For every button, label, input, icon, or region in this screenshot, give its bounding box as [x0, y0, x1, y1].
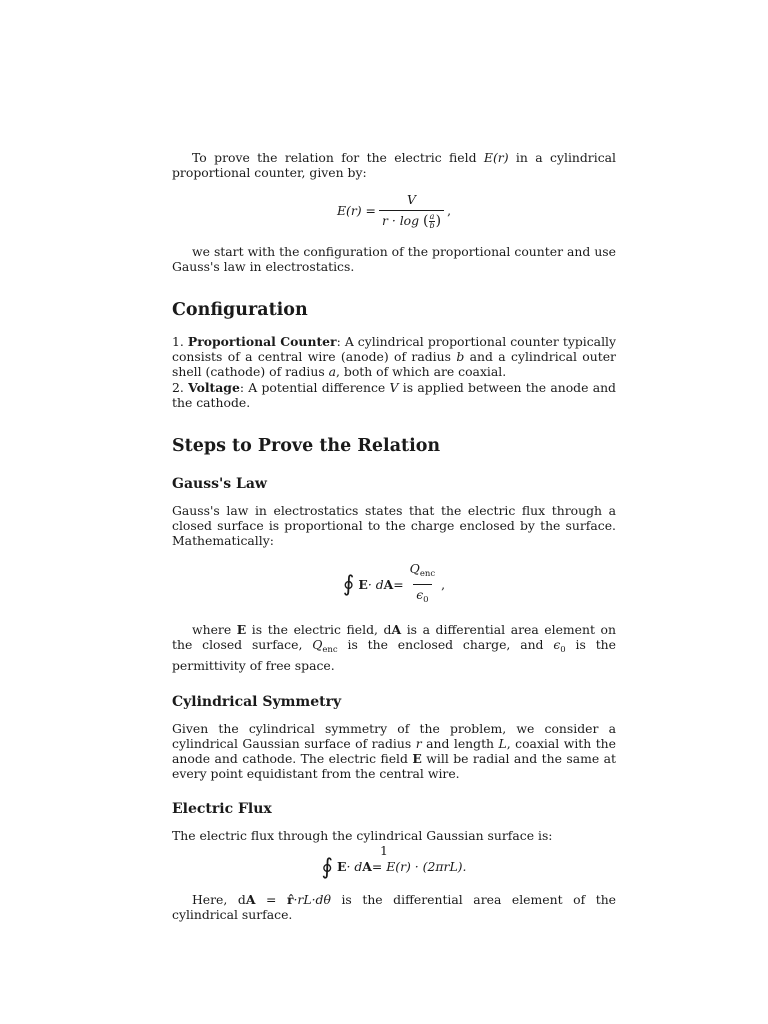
intro-paragraph — [172, 150, 616, 180]
text: Given the cylindrical symmetry of the problem, we consider a cylindrical Gaussian surface of radius — [172, 720, 616, 751]
text: Here, d — [192, 891, 246, 907]
eq-comma: , — [447, 203, 452, 219]
config-list — [172, 334, 616, 410]
eq-rhs: = E(r) · (2πrL). — [371, 859, 467, 875]
gauss-denominator — [413, 584, 431, 608]
Q-subscript: enc — [419, 568, 436, 579]
Q-symbol: Q — [409, 560, 420, 576]
eq-denominator: r · log ( $\frac{a}{b}$ ) — [379, 210, 444, 230]
symbol-a: a — [328, 364, 337, 380]
text: is the permittivity of free space. — [172, 637, 616, 674]
log-den: b — [429, 220, 435, 230]
text: and length — [421, 735, 499, 751]
vector-E: E — [412, 751, 422, 767]
item-text: : A cylindrical proportional counter typically consists of a central wire (anode) of radius — [172, 334, 616, 365]
item-title: Proportional Counter — [187, 334, 337, 350]
eq-numerator: V — [407, 192, 416, 208]
eq-equals: = — [393, 576, 404, 592]
vector-A: A — [383, 576, 394, 592]
epsilon-symbol: ϵ — [416, 586, 424, 602]
item-number: 2. — [172, 379, 189, 395]
eq-dot-d: · d — [367, 576, 384, 592]
section-heading-configuration: Configuration — [172, 300, 308, 321]
vector-E: E — [236, 622, 247, 638]
page-content — [172, 150, 616, 922]
vector-A: A — [362, 859, 372, 875]
intro-text: To prove the relation for the electric field — [192, 150, 484, 165]
flux-paragraph: The electric flux through the cylindrical Gaussian surface is: — [172, 828, 553, 844]
text: is the electric field, d — [246, 622, 392, 638]
subsection-heading-symmetry: Cylindrical Symmetry — [172, 693, 342, 710]
symbol-b: b — [456, 349, 465, 365]
text: , coaxial with the anode and cathode. The electric field — [172, 735, 616, 767]
text: is the differential area element of the cylindrical surface. — [172, 891, 617, 922]
page-number: 1 — [380, 843, 388, 858]
vector-E: E — [358, 576, 368, 592]
text: will be radial and the same at every point equidistant from the central wire. — [172, 751, 617, 782]
symmetry-paragraph — [172, 721, 616, 782]
log-num: a — [429, 211, 435, 221]
Q-symbol: Q — [312, 637, 323, 653]
eq-lhs: E(r) = — [336, 203, 376, 219]
vector-E: E — [337, 859, 347, 875]
epsilon-subscript: 0 — [560, 645, 566, 656]
field-symbol: E(r) — [483, 150, 509, 165]
field-equation — [172, 192, 616, 229]
flux-equation — [172, 856, 616, 878]
eq-fraction — [379, 192, 444, 229]
epsilon-subscript: 0 — [423, 594, 429, 605]
gauss-paragraph: Gauss's law in electrostatics states that the electric flux through a closed surface is proportional to the charge enclosed by the surface. Mathematically: — [172, 503, 616, 549]
eq-dot-d: · d — [346, 859, 363, 875]
intro-text-cont: in a cylindrical proportional counter, given by: — [172, 150, 616, 181]
subsection-heading-gauss: Gauss's Law — [172, 476, 267, 493]
text: is a differential area element on the closed surface, — [172, 622, 616, 653]
contour-integral-symbol: ∮ — [321, 854, 333, 880]
gauss-equation — [172, 561, 616, 608]
epsilon-symbol: ϵ — [553, 637, 561, 653]
flux-explanation — [172, 892, 616, 922]
vector-A: A — [391, 622, 402, 638]
subsection-heading-flux: Electric Flux — [172, 801, 272, 818]
unit-vector-r: r̂ — [286, 891, 294, 907]
area-element: ·rL·dθ — [293, 891, 331, 907]
item-text: is applied between the anode and the cathode. — [172, 379, 616, 410]
text: = — [255, 891, 287, 907]
item-title: Voltage — [188, 379, 240, 395]
gauss-explanation — [172, 622, 616, 674]
eq-comma: , — [441, 576, 446, 592]
text: where — [192, 622, 237, 638]
gauss-fraction — [407, 561, 438, 608]
item-text: and a cylindrical outer shell (cathode) of radius — [172, 349, 616, 380]
gauss-numerator — [407, 561, 438, 584]
item-text: , both of which are coaxial. — [336, 364, 507, 380]
symbol-L: L — [498, 735, 507, 751]
symbol-V: V — [389, 379, 399, 395]
text: is the enclosed charge, and — [337, 637, 554, 653]
section-heading-steps: Steps to Prove the Relation — [172, 436, 441, 457]
contour-integral-symbol: ∮ — [342, 572, 355, 598]
item-text: : A potential difference — [239, 379, 390, 395]
intro-paragraph-2: we start with the configuration of the proportional counter and use Gauss's law in electrostatics. — [172, 243, 616, 274]
vector-A: A — [245, 891, 256, 907]
item-number: 1. — [172, 334, 188, 350]
Q-subscript: enc — [322, 645, 338, 656]
symbol-r: r — [415, 735, 422, 751]
eq-den-text: r · log — [381, 212, 420, 228]
eq-log-fraction — [429, 213, 434, 230]
